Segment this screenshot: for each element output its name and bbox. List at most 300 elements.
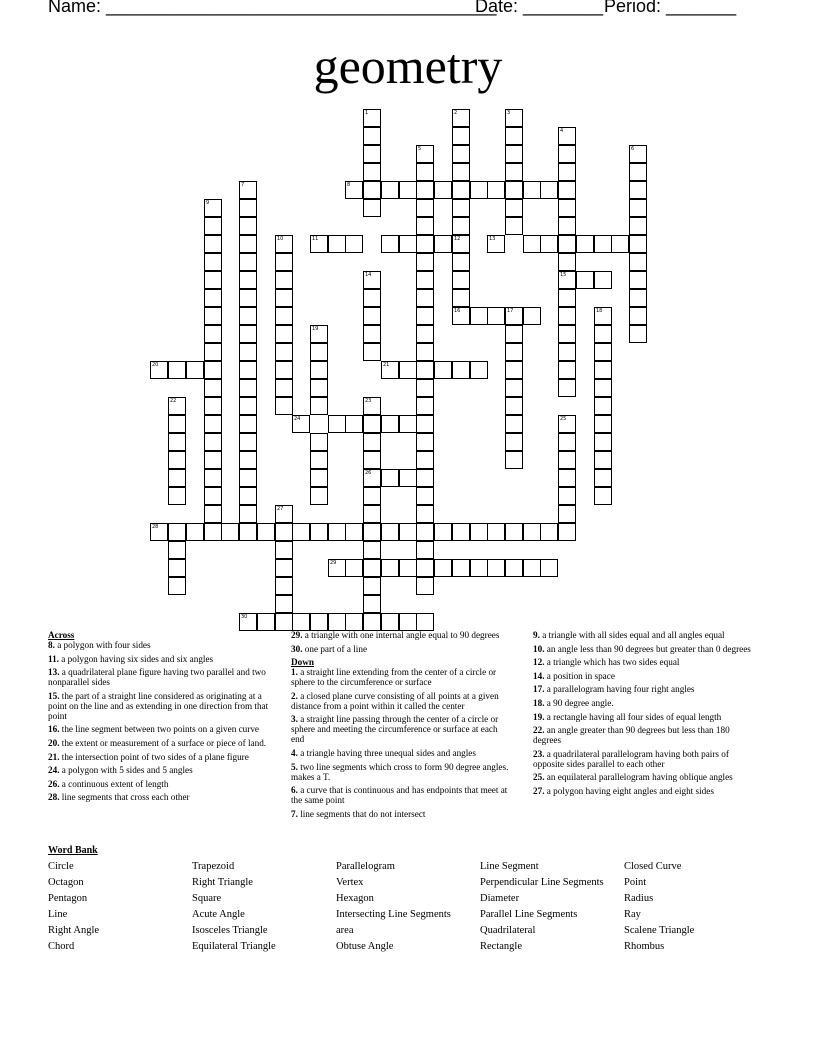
crossword-cell[interactable] [310, 523, 328, 541]
crossword-cell[interactable] [399, 559, 417, 577]
crossword-cell[interactable] [363, 271, 381, 289]
crossword-cell[interactable] [629, 325, 647, 343]
crossword-cell[interactable] [452, 199, 470, 217]
crossword-cell[interactable] [611, 235, 629, 253]
across-clue [48, 765, 276, 775]
crossword-cell[interactable] [470, 181, 488, 199]
crossword-cell[interactable] [345, 613, 363, 631]
word-bank-item: Parallel Line Segments [480, 909, 578, 920]
crossword-cell[interactable] [505, 127, 523, 145]
crossword-cell[interactable] [629, 181, 647, 199]
crossword-cell[interactable] [363, 109, 381, 127]
crossword-cell[interactable] [594, 361, 612, 379]
crossword-cell[interactable] [452, 181, 470, 199]
crossword-cell[interactable] [239, 325, 257, 343]
crossword-cell[interactable] [487, 235, 505, 253]
crossword-cell[interactable] [629, 163, 647, 181]
clue-number: 24. [48, 765, 60, 776]
crossword-cell[interactable] [558, 199, 576, 217]
crossword-cell[interactable] [594, 469, 612, 487]
crossword-cell[interactable] [381, 361, 399, 379]
crossword-cell[interactable] [381, 523, 399, 541]
crossword-cell[interactable] [239, 361, 257, 379]
crossword-cell[interactable] [487, 559, 505, 577]
crossword-cell[interactable] [505, 523, 523, 541]
crossword-cell[interactable] [204, 397, 222, 415]
crossword-cell[interactable] [239, 289, 257, 307]
name-field[interactable]: Name: _______________________________________ [48, 0, 497, 16]
date-field[interactable]: Date: ________ [475, 0, 604, 16]
crossword-cell[interactable] [310, 361, 328, 379]
crossword-cell[interactable] [523, 307, 541, 325]
crossword-cell[interactable] [505, 415, 523, 433]
crossword-cell[interactable] [328, 415, 346, 433]
crossword-cell[interactable] [399, 235, 417, 253]
crossword-cell[interactable] [204, 523, 222, 541]
crossword-cell[interactable] [416, 451, 434, 469]
crossword-cell[interactable] [452, 559, 470, 577]
crossword-cell[interactable] [540, 235, 558, 253]
crossword-cell[interactable] [292, 613, 310, 631]
crossword-cell[interactable] [452, 217, 470, 235]
crossword-cell[interactable] [558, 505, 576, 523]
crossword-cell[interactable] [239, 613, 257, 631]
crossword-cell[interactable] [345, 523, 363, 541]
crossword-cell[interactable] [239, 217, 257, 235]
crossword-cell[interactable] [204, 217, 222, 235]
crossword-cell[interactable] [204, 415, 222, 433]
crossword-cell[interactable] [558, 289, 576, 307]
crossword-cell[interactable] [558, 415, 576, 433]
crossword-cell[interactable] [328, 613, 346, 631]
clue-number: 30. [291, 643, 303, 654]
crossword-cell[interactable] [186, 523, 204, 541]
clue-text: line segments that do not intersect [297, 808, 426, 819]
crossword-cell[interactable] [629, 217, 647, 235]
crossword-cell[interactable] [168, 451, 186, 469]
crossword-cell[interactable] [452, 127, 470, 145]
crossword-cell[interactable] [363, 451, 381, 469]
crossword-cell[interactable] [239, 199, 257, 217]
crossword-cell[interactable] [416, 163, 434, 181]
crossword-cell[interactable] [540, 523, 558, 541]
crossword-cell[interactable] [239, 271, 257, 289]
crossword-cell[interactable] [505, 379, 523, 397]
crossword-cell[interactable] [452, 307, 470, 325]
crossword-cell[interactable] [594, 487, 612, 505]
crossword-cell[interactable] [416, 199, 434, 217]
crossword-cell[interactable] [275, 379, 293, 397]
crossword-cell[interactable] [416, 487, 434, 505]
crossword-cell[interactable] [558, 523, 576, 541]
crossword-cell[interactable] [363, 289, 381, 307]
crossword-cell[interactable] [558, 379, 576, 397]
crossword-cell[interactable] [168, 415, 186, 433]
crossword-cell[interactable] [168, 559, 186, 577]
clue-number: 21. [48, 751, 60, 762]
crossword-cell[interactable] [523, 523, 541, 541]
crossword-cell[interactable] [381, 235, 399, 253]
crossword-cell[interactable] [505, 433, 523, 451]
crossword-cell[interactable] [363, 487, 381, 505]
crossword-cell[interactable] [558, 253, 576, 271]
crossword-cell[interactable] [204, 361, 222, 379]
crossword-cell[interactable] [381, 415, 399, 433]
word-bank-item: Parallelogram [336, 861, 395, 872]
crossword-cell[interactable] [310, 325, 328, 343]
crossword-cell[interactable] [416, 433, 434, 451]
crossword-cell[interactable] [487, 523, 505, 541]
crossword-cell[interactable] [204, 235, 222, 253]
crossword-cell[interactable] [594, 307, 612, 325]
crossword-cell[interactable] [505, 145, 523, 163]
crossword-cell[interactable] [257, 523, 275, 541]
crossword-cell[interactable] [558, 361, 576, 379]
crossword-cell[interactable] [275, 307, 293, 325]
crossword-cell[interactable] [594, 451, 612, 469]
crossword-cell[interactable] [558, 163, 576, 181]
crossword-cell[interactable] [629, 199, 647, 217]
crossword-cell[interactable] [363, 127, 381, 145]
crossword-cell[interactable] [363, 523, 381, 541]
crossword-cell[interactable] [558, 145, 576, 163]
crossword-cell[interactable] [558, 235, 576, 253]
crossword-cell[interactable] [505, 343, 523, 361]
crossword-cell[interactable] [416, 343, 434, 361]
crossword-cell[interactable] [558, 343, 576, 361]
crossword-cell[interactable] [434, 361, 452, 379]
crossword-cell[interactable] [594, 235, 612, 253]
crossword-cell[interactable] [363, 397, 381, 415]
crossword-cell[interactable] [505, 325, 523, 343]
clue-number: 5. [291, 761, 298, 772]
crossword-cell[interactable] [150, 361, 168, 379]
crossword-cell[interactable] [275, 613, 293, 631]
crossword-cell[interactable] [434, 181, 452, 199]
crossword-cell[interactable] [204, 343, 222, 361]
crossword-cell[interactable] [416, 361, 434, 379]
crossword-cell[interactable] [239, 235, 257, 253]
crossword-cell[interactable] [452, 271, 470, 289]
crossword-cell[interactable] [363, 181, 381, 199]
crossword-cell[interactable] [275, 577, 293, 595]
crossword-cell[interactable] [594, 397, 612, 415]
crossword-cell[interactable] [275, 325, 293, 343]
crossword-cell[interactable] [452, 145, 470, 163]
crossword-cell[interactable] [399, 469, 417, 487]
clue-text: two line segments which cross to form 90 degree angles. makes a T. [291, 761, 509, 782]
crossword-cell[interactable] [416, 145, 434, 163]
crossword-cell[interactable] [434, 235, 452, 253]
crossword-cell[interactable] [416, 235, 434, 253]
crossword-cell[interactable] [452, 361, 470, 379]
clue-text: a triangle having three unequal sides and angles [297, 747, 476, 758]
crossword-cell[interactable] [416, 289, 434, 307]
crossword-cell[interactable] [275, 253, 293, 271]
crossword-cell[interactable] [310, 379, 328, 397]
crossword-cell[interactable] [239, 451, 257, 469]
crossword-cell[interactable] [381, 469, 399, 487]
crossword-cell[interactable] [558, 307, 576, 325]
crossword-cell[interactable] [558, 127, 576, 145]
crossword-cell[interactable] [558, 217, 576, 235]
crossword-cell[interactable] [204, 199, 222, 217]
crossword-cell[interactable] [470, 523, 488, 541]
clue-number: 10 [277, 236, 284, 242]
clue-number: 18 [596, 308, 603, 314]
crossword-cell[interactable] [204, 325, 222, 343]
crossword-cell[interactable] [558, 181, 576, 199]
crossword-cell[interactable] [470, 307, 488, 325]
crossword-cell[interactable] [594, 415, 612, 433]
crossword-cell[interactable] [416, 541, 434, 559]
crossword-cell[interactable] [363, 541, 381, 559]
crossword-cell[interactable] [345, 181, 363, 199]
crossword-cell[interactable] [416, 181, 434, 199]
clue-number: 16 [454, 308, 461, 314]
crossword-cell[interactable] [168, 523, 186, 541]
crossword-cell[interactable] [310, 487, 328, 505]
clue-number: 28 [152, 524, 159, 530]
crossword-cell[interactable] [363, 325, 381, 343]
crossword-cell[interactable] [275, 397, 293, 415]
crossword-cell[interactable] [470, 559, 488, 577]
crossword-cell[interactable] [310, 343, 328, 361]
clue-number: 5 [418, 146, 422, 152]
crossword-cell[interactable] [523, 559, 541, 577]
crossword-cell[interactable] [239, 415, 257, 433]
crossword-cell[interactable] [629, 289, 647, 307]
crossword-cell[interactable] [416, 253, 434, 271]
crossword-cell[interactable] [239, 307, 257, 325]
crossword-cell[interactable] [487, 307, 505, 325]
crossword-cell[interactable] [345, 235, 363, 253]
crossword-cell[interactable] [239, 379, 257, 397]
crossword-cell[interactable] [399, 523, 417, 541]
clue-number: 20 [152, 362, 159, 368]
crossword-cell[interactable] [168, 361, 186, 379]
crossword-cell[interactable] [416, 613, 434, 631]
crossword-cell[interactable] [416, 325, 434, 343]
clue-text: the part of a straight line considered as originating at a point on the line and as extending in one direction from that point [48, 690, 269, 721]
crossword-cell[interactable] [399, 181, 417, 199]
crossword-cell[interactable] [239, 505, 257, 523]
crossword-cell[interactable] [363, 613, 381, 631]
crossword-cell[interactable] [275, 505, 293, 523]
crossword-cell[interactable] [239, 469, 257, 487]
crossword-cell[interactable] [168, 577, 186, 595]
crossword-cell[interactable] [416, 415, 434, 433]
crossword-cell[interactable] [540, 559, 558, 577]
crossword-cell[interactable] [239, 253, 257, 271]
crossword-cell[interactable] [204, 451, 222, 469]
crossword-cell[interactable] [399, 613, 417, 631]
crossword-cell[interactable] [505, 397, 523, 415]
crossword-cell[interactable] [558, 271, 576, 289]
crossword-cell[interactable] [399, 415, 417, 433]
crossword-cell[interactable] [452, 109, 470, 127]
crossword-cell[interactable] [381, 559, 399, 577]
crossword-cell[interactable] [452, 523, 470, 541]
crossword-cell[interactable] [363, 307, 381, 325]
crossword-cell[interactable] [381, 613, 399, 631]
crossword-cell[interactable] [239, 523, 257, 541]
crossword-cell[interactable] [416, 577, 434, 595]
crossword-cell[interactable] [434, 559, 452, 577]
crossword-cell[interactable] [629, 253, 647, 271]
crossword-cell[interactable] [363, 163, 381, 181]
crossword-cell[interactable] [523, 181, 541, 199]
word-bank-item: Perpendicular Line Segments [480, 877, 604, 888]
crossword-cell[interactable] [381, 181, 399, 199]
crossword-cell[interactable] [629, 271, 647, 289]
crossword-cell[interactable] [310, 613, 328, 631]
period-field[interactable]: Period: _______ [604, 0, 737, 16]
crossword-cell[interactable] [363, 595, 381, 613]
crossword-cell[interactable] [168, 487, 186, 505]
crossword-cell[interactable] [204, 487, 222, 505]
crossword-cell[interactable] [310, 433, 328, 451]
crossword-cell[interactable] [204, 433, 222, 451]
crossword-cell[interactable] [505, 199, 523, 217]
crossword-cell[interactable] [275, 289, 293, 307]
crossword-cell[interactable] [275, 235, 293, 253]
crossword-cell[interactable] [416, 379, 434, 397]
crossword-cell[interactable] [345, 415, 363, 433]
crossword-cell[interactable] [452, 289, 470, 307]
crossword-cell[interactable] [275, 523, 293, 541]
clue-number: 23 [365, 398, 372, 404]
crossword-cell[interactable] [540, 181, 558, 199]
crossword-cell[interactable] [239, 397, 257, 415]
crossword-cell[interactable] [168, 541, 186, 559]
crossword-cell[interactable] [505, 559, 523, 577]
clue-text: a curve that is continuous and has endpoints that meet at the same point [291, 785, 508, 806]
crossword-cell[interactable] [363, 145, 381, 163]
down-heading: Down [291, 657, 314, 668]
crossword-cell[interactable] [594, 271, 612, 289]
crossword-cell[interactable] [363, 415, 381, 433]
crossword-cell[interactable] [505, 181, 523, 199]
crossword-cell[interactable] [275, 595, 293, 613]
crossword-cell[interactable] [239, 487, 257, 505]
crossword-cell[interactable] [275, 541, 293, 559]
crossword-cell[interactable] [452, 163, 470, 181]
crossword-cell[interactable] [505, 307, 523, 325]
crossword-cell[interactable] [239, 343, 257, 361]
crossword-cell[interactable] [416, 505, 434, 523]
crossword-cell[interactable] [629, 145, 647, 163]
crossword-cell[interactable] [629, 307, 647, 325]
crossword-cell[interactable] [204, 505, 222, 523]
crossword-cell[interactable] [505, 217, 523, 235]
crossword-cell[interactable] [505, 451, 523, 469]
crossword-cell[interactable] [363, 343, 381, 361]
crossword-cell[interactable] [204, 289, 222, 307]
crossword-cell[interactable] [310, 469, 328, 487]
crossword-cell[interactable] [416, 559, 434, 577]
crossword-cell[interactable] [416, 469, 434, 487]
crossword-cell[interactable] [558, 487, 576, 505]
crossword-cell[interactable] [594, 433, 612, 451]
crossword-cell[interactable] [204, 253, 222, 271]
crossword-cell[interactable] [363, 577, 381, 595]
crossword-cell[interactable] [204, 469, 222, 487]
crossword-cell[interactable] [257, 613, 275, 631]
crossword-cell[interactable] [275, 361, 293, 379]
crossword-cell[interactable] [416, 523, 434, 541]
crossword-cell[interactable] [204, 379, 222, 397]
crossword-cell[interactable] [470, 361, 488, 379]
crossword-cell[interactable] [328, 235, 346, 253]
crossword-cell[interactable] [594, 343, 612, 361]
crossword-cell[interactable] [275, 343, 293, 361]
crossword-cell[interactable] [150, 523, 168, 541]
crossword-cell[interactable] [168, 433, 186, 451]
crossword-cell[interactable] [186, 361, 204, 379]
crossword-cell[interactable] [292, 415, 310, 433]
crossword-cell[interactable] [576, 235, 594, 253]
crossword-cell[interactable] [363, 433, 381, 451]
crossword-cell[interactable] [594, 325, 612, 343]
crossword-cell[interactable] [558, 433, 576, 451]
crossword-cell[interactable] [452, 253, 470, 271]
crossword-cell[interactable] [239, 181, 257, 199]
crossword-cell[interactable] [275, 559, 293, 577]
crossword-cell[interactable] [204, 307, 222, 325]
crossword-cell[interactable] [363, 199, 381, 217]
crossword-cell[interactable] [523, 235, 541, 253]
crossword-cell[interactable] [204, 271, 222, 289]
crossword-cell[interactable] [594, 379, 612, 397]
crossword-cell[interactable] [363, 505, 381, 523]
crossword-cell[interactable] [399, 361, 417, 379]
crossword-cell[interactable] [416, 397, 434, 415]
across-heading: Across [48, 630, 75, 640]
word-bank-title: Word Bank [48, 845, 98, 856]
crossword-cell[interactable] [221, 523, 239, 541]
crossword-cell[interactable] [168, 397, 186, 415]
crossword-cell[interactable] [363, 469, 381, 487]
crossword-cell[interactable] [416, 271, 434, 289]
crossword-cell[interactable] [310, 235, 328, 253]
crossword-cell[interactable] [310, 397, 328, 415]
crossword-cell[interactable] [629, 235, 647, 253]
crossword-cell[interactable] [363, 559, 381, 577]
crossword-cell[interactable] [310, 451, 328, 469]
crossword-cell[interactable] [275, 271, 293, 289]
crossword-cell[interactable] [576, 271, 594, 289]
crossword-cell[interactable] [168, 469, 186, 487]
crossword-cell[interactable] [345, 559, 363, 577]
crossword-cell[interactable] [505, 109, 523, 127]
crossword-cell[interactable] [434, 523, 452, 541]
crossword-cell[interactable] [239, 433, 257, 451]
crossword-cell[interactable] [416, 307, 434, 325]
crossword-cell[interactable] [505, 163, 523, 181]
crossword-cell[interactable] [487, 181, 505, 199]
crossword-cell[interactable] [558, 325, 576, 343]
word-bank-item: Closed Curve [624, 861, 682, 872]
crossword-cell[interactable] [328, 559, 346, 577]
crossword-cell[interactable] [558, 469, 576, 487]
crossword-cell[interactable] [416, 217, 434, 235]
crossword-cell[interactable] [558, 451, 576, 469]
crossword-cell[interactable] [452, 235, 470, 253]
crossword-cell[interactable] [505, 361, 523, 379]
crossword-cell[interactable] [292, 523, 310, 541]
crossword-cell[interactable] [328, 523, 346, 541]
